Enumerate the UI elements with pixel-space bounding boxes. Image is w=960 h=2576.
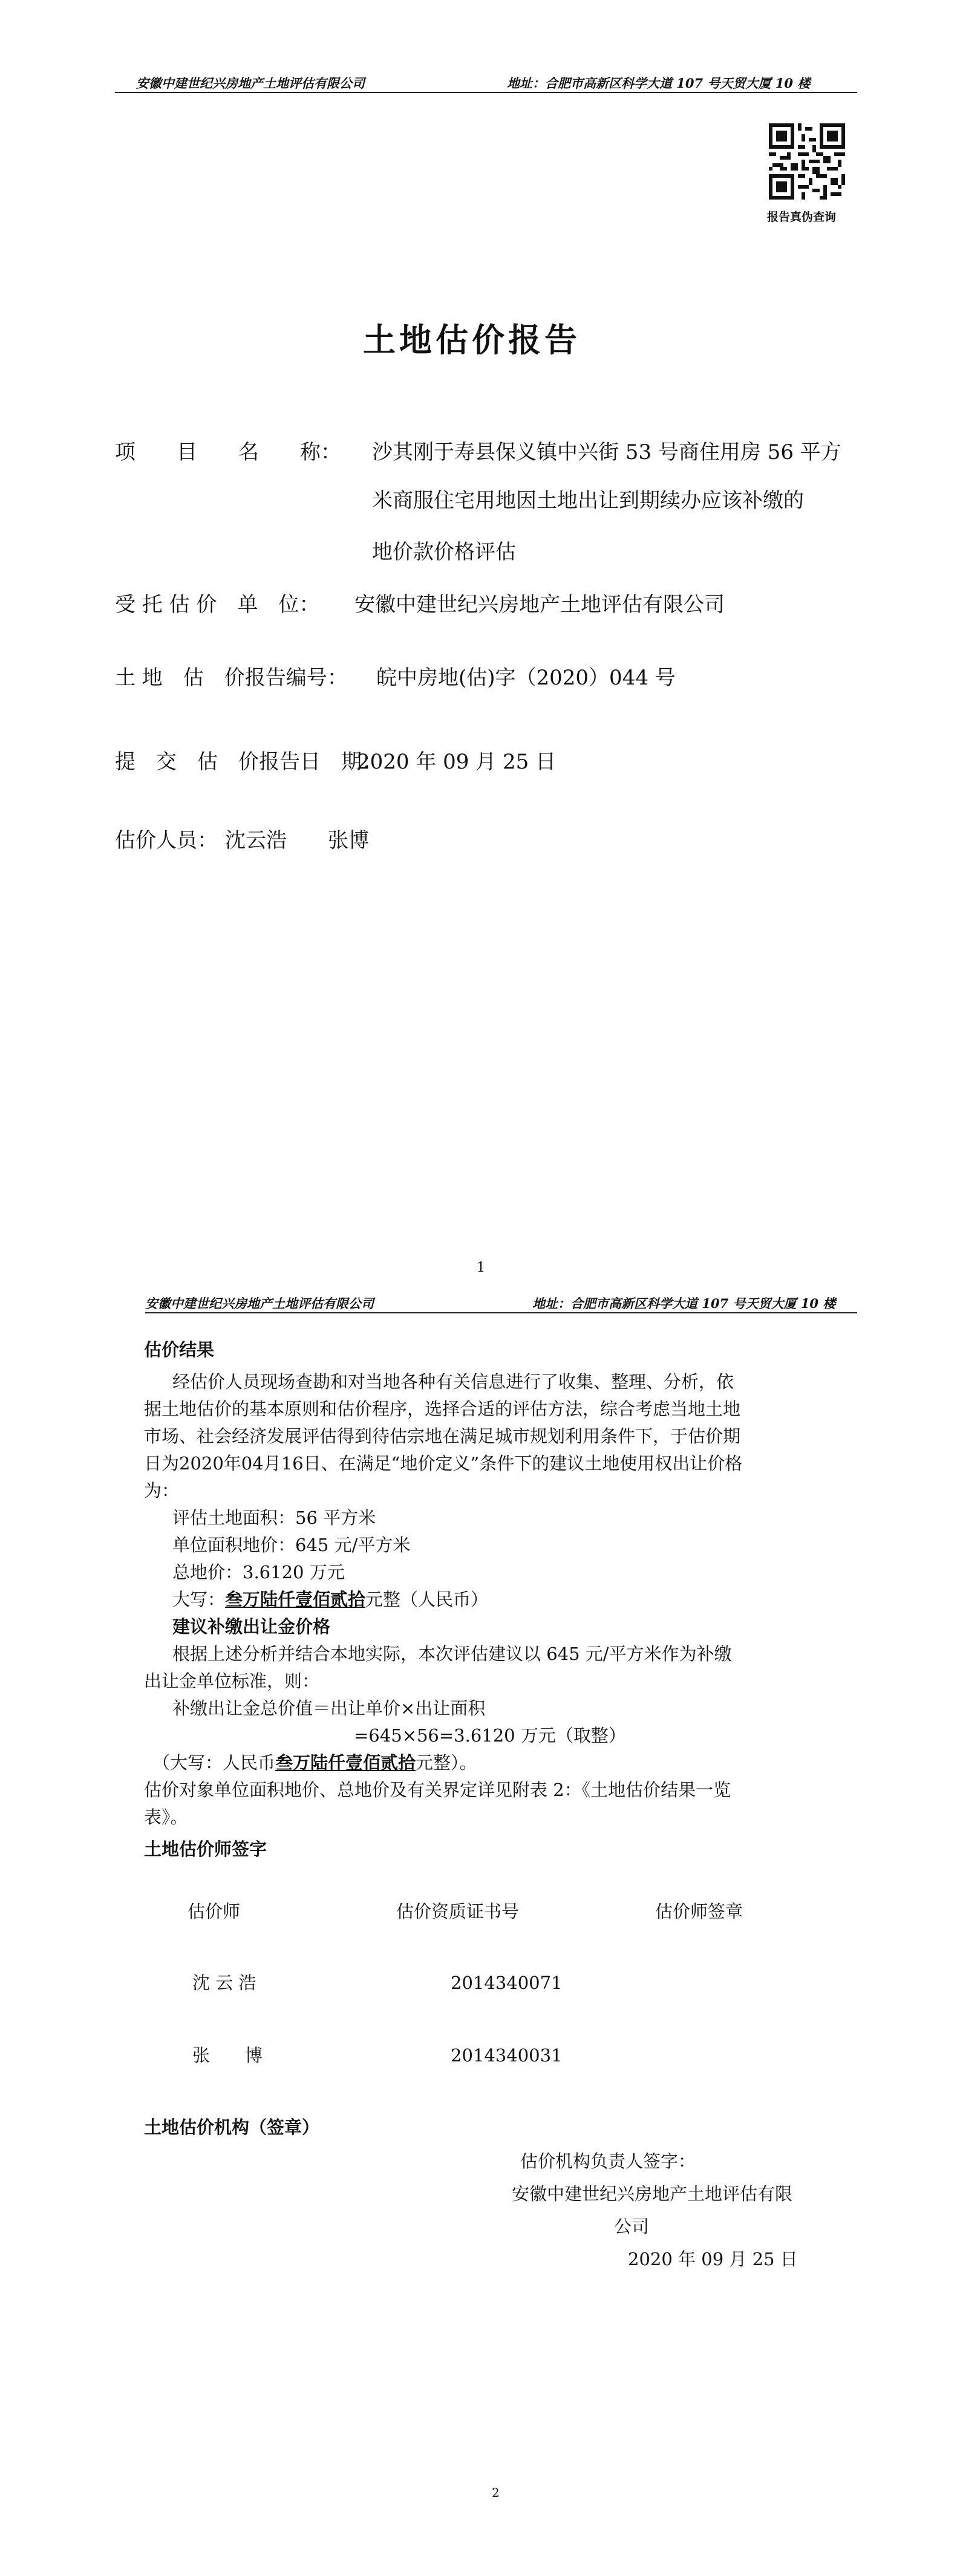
agency-date: 2020 年 09 月 25 日 [628,2249,798,2269]
page2-number: 2 [492,2485,500,2500]
land-area-line: 评估土地面积：56 平方米 [172,1508,376,1528]
formula-line1: 补缴出让金总价值＝出让单价×出让面积 [172,1698,486,1719]
project-name-label: 项 目 名 称： [115,440,341,464]
project-name-line2: 米商服住宅用地因土地出让到期续办应该补缴的 [372,489,804,513]
report-number-value: 皖中房地(估)字（2020）044 号 [376,666,676,690]
project-name-line1: 沙其刚于寿县保义镇中兴街 53 号商住用房 56 平方 [372,440,841,464]
total-price-line: 总地价：3.6120 万元 [172,1562,345,1582]
note-line1: 估价对象单位面积地价、总地价及有关界定详见附表 2：《土地估价结果一览 [144,1780,731,1800]
signature-table-header-seal: 估价师签章 [655,1901,743,1922]
capital-amount-prefix: 大写： [172,1589,226,1610]
result-paragraph-line2: 据土地估价的基本原则和估价程序，选择合适的评估方法，综合考虑当地土地 [144,1399,741,1419]
appraisers-label: 估价人员： [115,828,218,853]
agency-name-line1: 安徽中建世纪兴房地产土地评估有限 [512,2184,793,2204]
page1-header-rule [115,92,857,93]
client-value: 安徽中建世纪兴房地产土地评估有限公司 [354,593,725,617]
capital-amount-line2 [152,1754,477,1772]
capital-amount-suffix: 元整（人民币） [365,1589,489,1610]
appraiser-row1-cert: 2014340071 [451,1973,563,1993]
page2-header-rule [145,1312,857,1313]
suggest-paragraph-line1: 根据上述分析并结合本地实际，本次评估建议以 645 元/平方米作为补缴 [172,1644,732,1664]
verification-qr-code[interactable] [769,123,845,200]
capital-amount-line [172,1591,488,1608]
appraiser-row2-cert: 2014340031 [451,2045,563,2066]
capital2-prefix: （大写：人民币 [152,1752,276,1773]
client-label: 受 托 估 价 单 位： [115,593,320,617]
signature-table-header-cert: 估价资质证书号 [396,1901,520,1922]
suggested-price-heading: 建议补缴出让金价格 [172,1616,331,1637]
result-paragraph-line1: 经估价人员现场查勘和对当地各种有关信息进行了收集、整理、分析，依 [172,1371,734,1392]
project-name-line3: 地价款价格评估 [372,540,516,564]
capital2-suffix: 元整）。 [416,1752,477,1773]
appraiser-row1-name: 沈 云 浩 [192,1973,256,1993]
note-line2: 表》。 [144,1807,188,1827]
valuation-result-heading: 估价结果 [144,1339,215,1360]
suggest-paragraph-line2: 出让金单位标准，则： [144,1671,320,1691]
capital2-value: 叁万陆仟壹佰贰拾 [275,1752,416,1773]
submit-date-value: 2020 年 09 月 25 日 [357,750,557,774]
page2-header-address: 地址：合肥市高新区科学大道 107 号天贸大厦 10 楼 [532,1296,836,1311]
agency-lead-signature: 估价机构负责人签字： [520,2151,696,2171]
agency-seal-heading: 土地估价机构（签章） [144,2117,320,2138]
report-title: 土地估价报告 [363,320,581,359]
unit-price-line: 单位面积地价：645 元/平方米 [172,1535,411,1555]
agency-name-line2: 公司 [614,2216,650,2237]
result-paragraph-line5: 为： [144,1480,180,1501]
formula-line2: =645×56=3.6120 万元（取整） [354,1725,626,1746]
appraisers-value: 沈云浩 张博 [225,828,369,853]
page1-number: 1 [477,1260,485,1275]
report-number-label: 土 地 估 价报告编号： [115,666,348,690]
page1-header-address: 地址：合肥市高新区科学大道 107 号天贸大厦 10 楼 [507,76,811,91]
capital-amount-value: 叁万陆仟壹佰贰拾 [225,1589,366,1610]
qr-caption: 报告真伪查询 [767,210,837,224]
result-paragraph-line4: 日为2020年04月16日、在满足“地价定义”条件下的建议土地使用权出让价格 [144,1453,743,1474]
submit-date-label: 提 交 估 价报告日 期： [115,750,382,774]
page1-header-company: 安徽中建世纪兴房地产土地评估有限公司 [136,76,365,91]
signature-table-header-appraiser: 估价师 [188,1901,241,1922]
page2-header-company: 安徽中建世纪兴房地产土地评估有限公司 [145,1296,374,1311]
appraiser-signature-heading: 土地估价师签字 [144,1839,267,1859]
result-paragraph-line3: 市场、社会经济发展评估得到待估宗地在满足城市规划利用条件下，于估价期 [144,1426,741,1446]
appraiser-row2-name: 张 博 [192,2045,263,2066]
